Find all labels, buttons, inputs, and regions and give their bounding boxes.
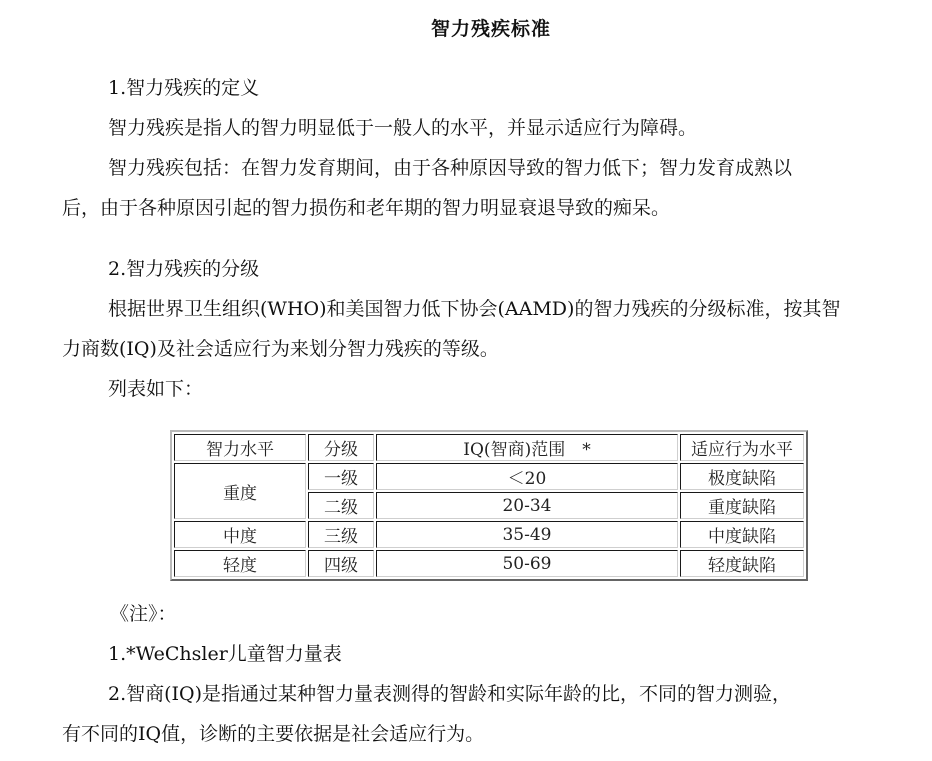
cell-grade: 三级 — [308, 521, 374, 548]
section1-para1: 智力残疾是指人的智力明显低于一般人的水平，并显示适应行为障碍。 — [108, 117, 698, 139]
cell-iq: ＜20 — [376, 463, 678, 490]
header-level: 智力水平 — [174, 434, 306, 461]
header-adaptive: 适应行为水平 — [680, 434, 804, 461]
section2-para1-line1: 根据世界卫生组织(WHO)和美国智力低下协会(AAMD)的智力残疾的分级标准，按其智 — [108, 298, 841, 320]
document-title: 智力残疾标准 — [430, 18, 551, 40]
section1-heading: 1.智力残疾的定义 — [108, 77, 260, 99]
section2-list-intro: 列表如下： — [108, 378, 204, 400]
cell-adaptive: 中度缺陷 — [680, 521, 804, 548]
cell-grade: 一级 — [308, 463, 374, 490]
header-grade: 分级 — [308, 434, 374, 461]
table-header-row — [174, 434, 804, 461]
cell-iq: 35-49 — [376, 521, 678, 548]
table-row — [174, 550, 804, 577]
cell-grade: 四级 — [308, 550, 374, 577]
section1-para2-line2: 后，由于各种原因引起的智力损伤和老年期的智力明显衰退导致的痴呆。 — [62, 197, 671, 219]
cell-level: 重度 — [174, 463, 306, 519]
note-2-line1: 2.智商(IQ)是指通过某种智力量表测得的智龄和实际年龄的比，不同的智力测验， — [108, 683, 792, 705]
cell-adaptive: 极度缺陷 — [680, 463, 804, 490]
grading-table — [170, 430, 808, 581]
cell-level: 中度 — [174, 521, 306, 548]
section2-heading: 2.智力残疾的分级 — [108, 258, 260, 280]
table-row — [174, 521, 804, 548]
header-iq: IQ(智商)范围 * — [376, 434, 678, 461]
table-row — [174, 463, 804, 490]
note-2-line2: 有不同的IQ值，诊断的主要依据是社会适应行为。 — [62, 723, 485, 745]
notes-heading: 《注》： — [110, 603, 177, 625]
cell-level: 轻度 — [174, 550, 306, 577]
cell-iq: 20-34 — [376, 492, 678, 519]
note-1: 1.*WeChsler儿童智力量表 — [108, 643, 342, 665]
cell-adaptive: 重度缺陷 — [680, 492, 804, 519]
cell-grade: 二级 — [308, 492, 374, 519]
cell-adaptive: 轻度缺陷 — [680, 550, 804, 577]
cell-iq: 50-69 — [376, 550, 678, 577]
section2-para1-line2: 力商数(IQ)及社会适应行为来划分智力残疾的等级。 — [62, 338, 499, 360]
section1-para2-line1: 智力残疾包括：在智力发育期间，由于各种原因导致的智力低下；智力发育成熟以 — [108, 157, 793, 179]
